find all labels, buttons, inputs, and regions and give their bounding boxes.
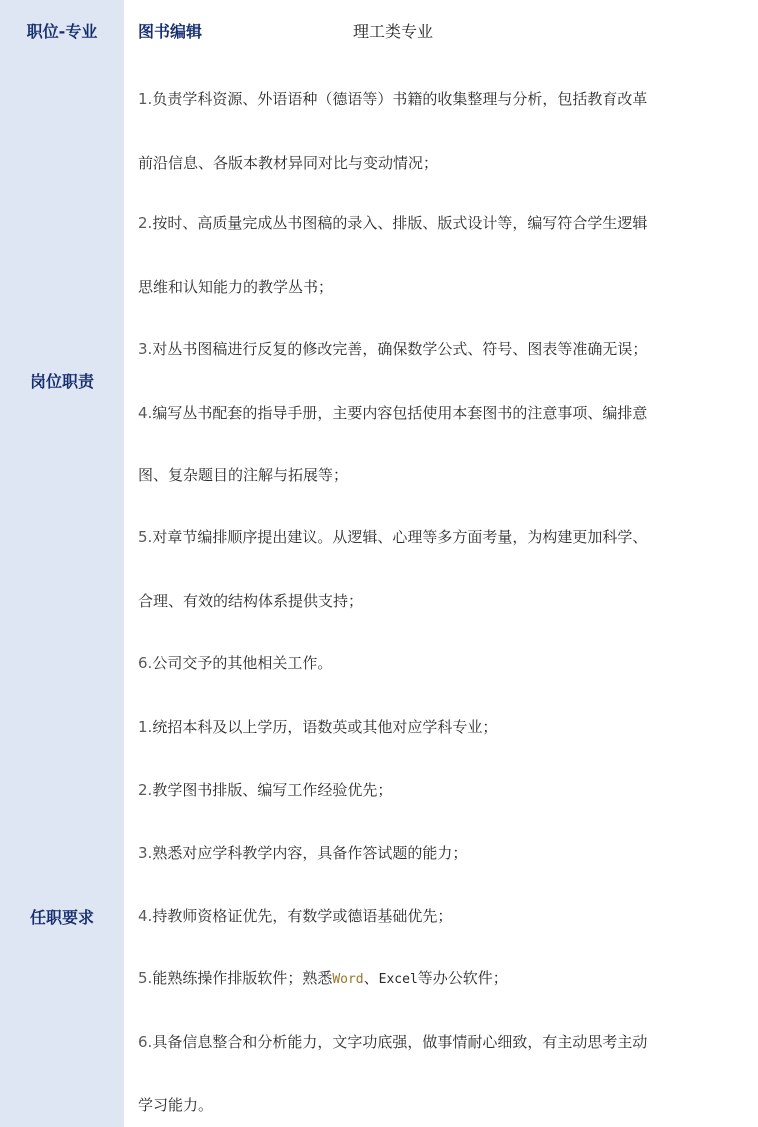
requirement-text: 统招本科及以上学历，语数英或其他对应学科专业； (152, 718, 498, 736)
duty-text: 图、复杂题目的注解与拓展等； (138, 466, 349, 484)
duty-text: 公司交予的其他相关工作。 (152, 654, 333, 672)
label-column (0, 0, 124, 1127)
duty-line (138, 276, 333, 298)
duty-line (138, 152, 438, 174)
duty-line (138, 652, 332, 674)
label-position-major: 职位-专业 (26, 22, 98, 41)
duty-line (138, 88, 647, 110)
requirement-text: 教学图书排版、编写工作经验优先； (152, 781, 393, 799)
duty-line (138, 338, 647, 360)
requirement-number: 2. (138, 781, 153, 799)
duty-line (138, 590, 363, 612)
requirement-text: 具备信息整合和分析能力，文字功底强，做事情耐心细致，有主动思考主动 (152, 1033, 648, 1051)
requirement-line (138, 905, 452, 927)
requirement-text: 学习能力。 (138, 1096, 214, 1114)
requirement-line (138, 842, 467, 864)
requirement-number: 6. (138, 1033, 153, 1051)
duty-line (138, 526, 647, 548)
duty-text: 思维和认知能力的教学丛书； (138, 278, 334, 296)
requirement-text: 能熟练操作排版软件；熟悉 (152, 969, 333, 987)
label-requirements: 任职要求 (29, 908, 94, 927)
label-duties: 岗位职责 (29, 372, 94, 391)
requirement-text: 熟悉对应学科教学内容，具备作答试题的能力； (152, 844, 468, 862)
duty-text: 前沿信息、各版本教材异同对比与变动情况； (138, 154, 439, 172)
requirement-line (138, 1031, 647, 1053)
requirement-text: 持教师资格证优先，有数学或德语基础优先； (152, 907, 453, 925)
duty-text: 负责学科资源、外语语种（德语等）书籍的收集整理与分析，包括教育改革 (152, 90, 648, 108)
duty-text: 按时、高质量完成丛书图稿的录入、排版、版式设计等，编写符合学生逻辑 (152, 214, 648, 232)
separator-text: 、 (363, 969, 379, 987)
position-title: 图书编辑 (138, 22, 203, 41)
requirement-line (138, 1094, 213, 1116)
excel-text: Excel (378, 972, 418, 987)
requirement-line (138, 716, 497, 738)
requirement-number: 5. (138, 969, 153, 987)
requirement-number: 4. (138, 907, 153, 925)
requirement-number: 3. (138, 844, 153, 862)
duty-line (138, 402, 647, 424)
duty-text: 合理、有效的结构体系提供支持； (138, 592, 364, 610)
duty-number: 3. (138, 340, 153, 358)
duty-number: 5. (138, 528, 153, 546)
word-text: Word (332, 972, 364, 987)
duty-text: 编写丛书配套的指导手册，主要内容包括使用本套图书的注意事项、编排意 (152, 404, 648, 422)
duty-number: 6. (138, 654, 153, 672)
duty-number: 2. (138, 214, 153, 232)
duty-text: 对章节编排顺序提出建议。从逻辑、心理等多方面考量，为构建更加科学、 (152, 528, 648, 546)
duty-number: 1. (138, 90, 153, 108)
requirement-line (138, 779, 392, 801)
duty-number: 4. (138, 404, 153, 422)
duty-text: 对丛书图稿进行反复的修改完善，确保数学公式、符号、图表等准确无误； (152, 340, 648, 358)
requirement-line (138, 967, 508, 991)
duty-line (138, 464, 348, 486)
duty-line (138, 212, 647, 234)
requirement-text: 等办公软件； (417, 969, 508, 987)
requirement-number: 1. (138, 718, 153, 736)
major-title: 理工类专业 (353, 22, 434, 41)
